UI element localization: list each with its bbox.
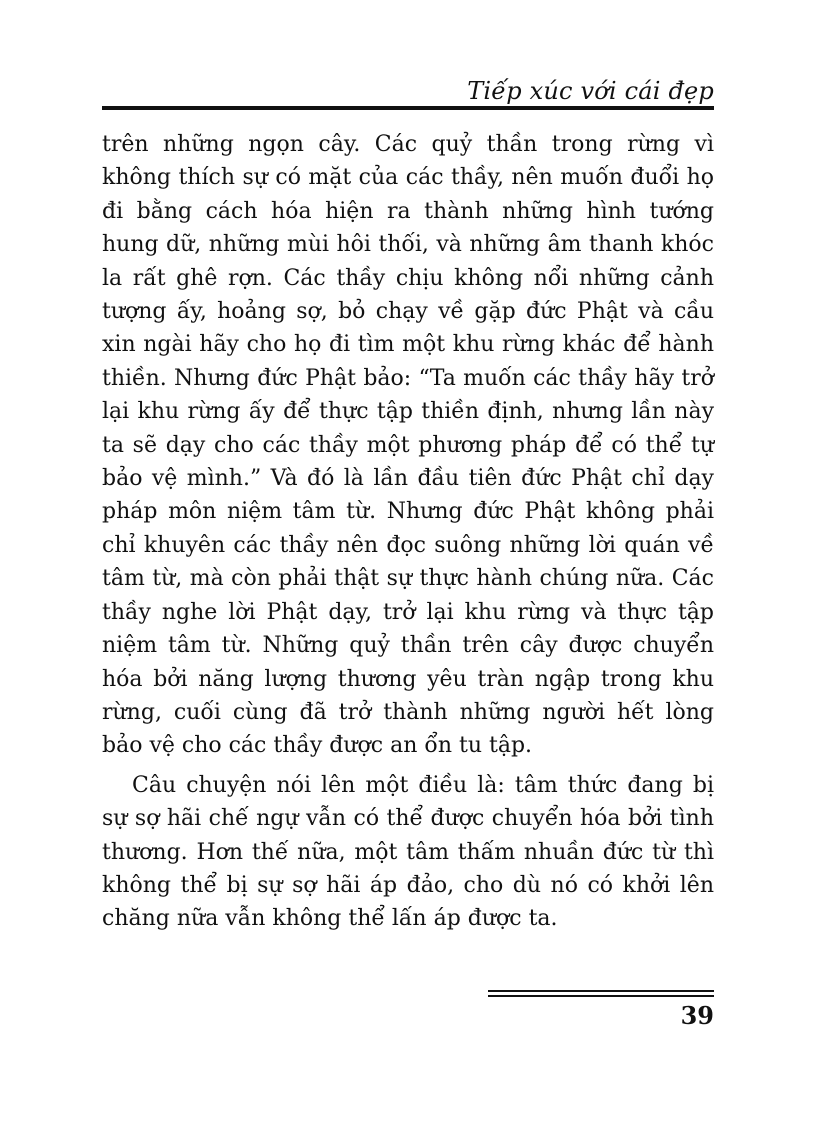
paragraph-continued: trên những ngọn cây. Các quỷ thần trong rừng vì không thích sự có mặt của các thầy, nên muốn đuổi họ đi bằng cách hóa hiện ra thành những hình tướng hung dữ, những mùi hôi thối, và những âm thanh khóc la rất ghê rợn. Các thầy chịu không nổi những cảnh tượng ấy, hoảng sợ, bỏ chạy về gặp đức Phật và cầu xin ngài hãy cho họ đi tìm một khu rừng khác để hành thiền. Nhưng đức Phật bảo: “Ta muốn các thầy hãy trở lại khu rừng ấy để thực tập thiền định, nhưng lần này ta sẽ dạy cho các thầy một phương pháp để có thể tự bảo vệ mình.” Và đó là lần đầu tiên đức Phật chỉ dạy pháp môn niệm tâm từ. Nhưng đức Phật không phải chỉ khuyên các thầy nên đọc suông những lời quán về tâm từ, mà còn phải thật sự thực hành chúng nữa. Các thầy nghe lời Phật dạy, trở lại khu rừng và thực tập niệm tâm từ. Những quỷ thần trên cây được chuyển hóa bởi năng lượng thương yêu tràn ngập trong khu rừng, cuối cùng đã trở thành những người hết lòng bảo vệ cho các thầy được an ổn tu tập. xyxy=(102,132,714,759)
footer-rule-top xyxy=(488,990,714,992)
page-number: 39 xyxy=(680,1001,714,1030)
body-text xyxy=(102,128,714,936)
paragraph-conclusion: Câu chuyện nói lên một điều là: tâm thức đang bị sự sợ hãi chế ngự vẫn có thể được chuyển hóa bởi tình thương. Hơn thế nữa, một tâm thấm nhuần đức từ thì không thể bị sự sợ hãi áp đảo, cho dù nó có khởi lên chăng nữa vẫn không thể lấn áp được ta. xyxy=(102,772,714,932)
footer-rule-bottom xyxy=(488,995,714,997)
running-header-title: Tiếp xúc với cái đẹp xyxy=(467,77,714,105)
header-rule xyxy=(102,106,714,110)
